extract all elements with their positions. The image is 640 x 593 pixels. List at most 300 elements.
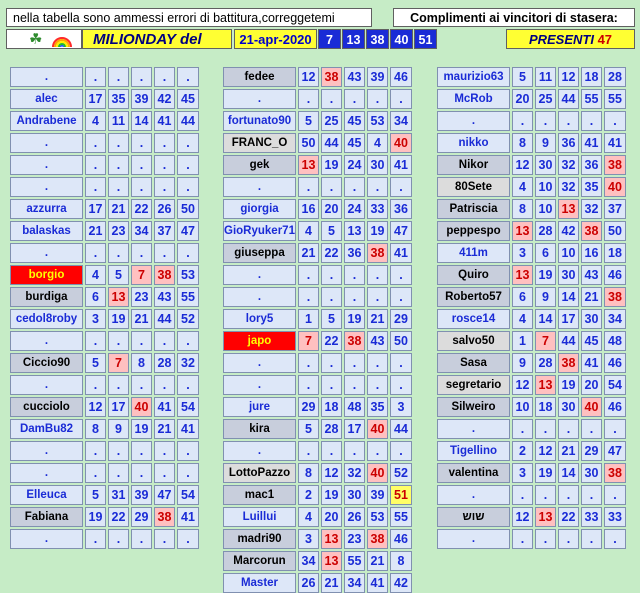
played-number: 41 <box>177 507 199 527</box>
played-number: 25 <box>321 111 342 131</box>
played-number: . <box>85 67 106 87</box>
played-number: 39 <box>131 89 152 109</box>
table-row <box>223 353 421 373</box>
played-number: . <box>367 353 388 373</box>
player-name: . <box>10 331 83 351</box>
played-number: . <box>85 331 106 351</box>
played-number: . <box>298 287 319 307</box>
played-number: 41 <box>581 133 602 153</box>
player-name: gek <box>223 155 296 175</box>
played-number: 55 <box>344 551 365 571</box>
played-number: 19 <box>558 375 579 395</box>
played-number: 24 <box>344 199 365 219</box>
played-number: 6 <box>85 287 106 307</box>
played-number: 14 <box>131 111 152 131</box>
played-number: . <box>344 375 365 395</box>
played-number: . <box>558 529 579 549</box>
played-number: 8 <box>512 199 533 219</box>
game-title: MILIONDAY del <box>82 29 232 49</box>
played-number: 35 <box>367 397 388 417</box>
played-number: . <box>154 331 175 351</box>
played-number: . <box>344 89 365 109</box>
played-number: 43 <box>154 287 175 307</box>
played-number: 20 <box>581 375 602 395</box>
played-number: 17 <box>108 397 129 417</box>
present-count-box <box>506 29 635 49</box>
played-number: . <box>344 287 365 307</box>
played-number: 4 <box>367 133 388 153</box>
played-number: . <box>108 441 129 461</box>
played-number: . <box>321 89 342 109</box>
played-number: 34 <box>298 551 319 571</box>
played-number: 5 <box>108 265 129 285</box>
played-number: 13 <box>298 155 319 175</box>
player-name: Fabiana <box>10 507 83 527</box>
played-number: . <box>108 331 129 351</box>
played-number: . <box>390 375 412 395</box>
table-row <box>223 419 421 439</box>
table-row <box>437 507 635 527</box>
table-row <box>437 485 635 505</box>
played-number: 1 <box>298 309 319 329</box>
played-number: 38 <box>154 507 175 527</box>
played-number: . <box>344 265 365 285</box>
played-number: 3 <box>390 397 412 417</box>
table-row <box>10 89 208 109</box>
player-name: Roberto57 <box>437 287 510 307</box>
played-number: . <box>298 89 319 109</box>
played-number: 38 <box>604 155 626 175</box>
played-number: 13 <box>535 375 556 395</box>
played-number: 20 <box>321 199 342 219</box>
played-number: 39 <box>131 485 152 505</box>
table-row <box>437 89 635 109</box>
table-row <box>10 507 208 527</box>
player-name: Marcorun <box>223 551 296 571</box>
played-number: . <box>85 463 106 483</box>
played-number: . <box>390 287 412 307</box>
table-row <box>223 199 421 219</box>
played-number: 55 <box>390 507 412 527</box>
player-name: japo <box>223 331 296 351</box>
played-number: 12 <box>535 441 556 461</box>
table-row <box>223 287 421 307</box>
played-number: 4 <box>512 177 533 197</box>
player-name: Silweiro <box>437 397 510 417</box>
played-number: 21 <box>581 287 602 307</box>
played-number: . <box>321 287 342 307</box>
played-number: 40 <box>390 133 412 153</box>
drawn-number: 7 <box>318 29 341 49</box>
player-name: kira <box>223 419 296 439</box>
played-number: 14 <box>535 309 556 329</box>
table-row <box>10 353 208 373</box>
played-number: 4 <box>512 309 533 329</box>
played-number: 14 <box>558 463 579 483</box>
played-number: . <box>85 375 106 395</box>
played-number: . <box>108 375 129 395</box>
played-number: 22 <box>558 507 579 527</box>
played-number: . <box>298 177 319 197</box>
table-row <box>437 287 635 307</box>
table-row <box>223 309 421 329</box>
played-number: 5 <box>85 353 106 373</box>
played-number: . <box>154 375 175 395</box>
played-number: 17 <box>85 89 106 109</box>
played-number: . <box>558 111 579 131</box>
played-number: 28 <box>604 67 626 87</box>
player-name: . <box>10 529 83 549</box>
played-number: 4 <box>85 111 106 131</box>
played-number: 22 <box>131 199 152 219</box>
played-number: 10 <box>535 199 556 219</box>
played-number: 55 <box>581 89 602 109</box>
player-name: . <box>223 177 296 197</box>
table-row <box>223 375 421 395</box>
played-number: . <box>367 265 388 285</box>
played-number: 41 <box>581 353 602 373</box>
played-number: 2 <box>298 485 319 505</box>
players-column-1 <box>10 67 208 549</box>
played-number: . <box>131 177 152 197</box>
played-number: 31 <box>108 485 129 505</box>
played-number: . <box>367 441 388 461</box>
player-name: שוש <box>437 507 510 527</box>
player-name: FRANC_O <box>223 133 296 153</box>
icons-box <box>6 29 82 49</box>
played-number: . <box>321 441 342 461</box>
table-row <box>437 419 635 439</box>
player-name: alec <box>10 89 83 109</box>
played-number: 47 <box>177 221 199 241</box>
played-number: 24 <box>344 155 365 175</box>
drawn-number: 51 <box>414 29 437 49</box>
played-number: . <box>177 243 199 263</box>
played-number: . <box>154 463 175 483</box>
played-number: 10 <box>512 397 533 417</box>
player-name: . <box>10 441 83 461</box>
played-number: 33 <box>367 199 388 219</box>
player-name: burdiga <box>10 287 83 307</box>
table-row <box>437 309 635 329</box>
played-number: 54 <box>177 397 199 417</box>
played-number: 41 <box>177 419 199 439</box>
played-number: . <box>177 133 199 153</box>
played-number: . <box>154 133 175 153</box>
played-number: 1 <box>512 331 533 351</box>
played-number: 43 <box>581 265 602 285</box>
played-number: . <box>321 265 342 285</box>
played-number: 48 <box>344 397 365 417</box>
table-row <box>223 177 421 197</box>
played-number: 52 <box>177 309 199 329</box>
played-number: . <box>535 529 556 549</box>
played-number: 36 <box>344 243 365 263</box>
table-row <box>10 155 208 175</box>
played-number: . <box>177 331 199 351</box>
played-number: . <box>581 529 602 549</box>
played-number: 34 <box>604 309 626 329</box>
played-number: . <box>390 89 412 109</box>
table-row <box>10 199 208 219</box>
played-number: . <box>581 111 602 131</box>
played-number: 41 <box>390 155 412 175</box>
played-number: . <box>344 177 365 197</box>
player-name: lory5 <box>223 309 296 329</box>
congratulations-banner: Complimenti ai vincitori di stasera: <box>393 8 635 27</box>
played-number: 45 <box>581 331 602 351</box>
played-number: . <box>390 441 412 461</box>
played-number: 19 <box>321 485 342 505</box>
player-name: Andrabene <box>10 111 83 131</box>
played-number: 50 <box>390 331 412 351</box>
played-number: 34 <box>390 111 412 131</box>
played-number: 45 <box>344 111 365 131</box>
played-number: 53 <box>367 111 388 131</box>
table-row <box>437 111 635 131</box>
table-row <box>10 441 208 461</box>
table-row <box>10 485 208 505</box>
played-number: . <box>154 441 175 461</box>
played-number: . <box>131 463 152 483</box>
played-number: 28 <box>535 353 556 373</box>
table-row <box>10 265 208 285</box>
played-number: 13 <box>512 265 533 285</box>
table-row <box>10 529 208 549</box>
played-number: 18 <box>604 243 626 263</box>
player-name: nikko <box>437 133 510 153</box>
table-row <box>223 397 421 417</box>
played-number: 40 <box>581 397 602 417</box>
played-number: 39 <box>367 67 388 87</box>
played-number: . <box>108 243 129 263</box>
played-number: 43 <box>367 331 388 351</box>
played-number: . <box>177 441 199 461</box>
played-number: 3 <box>512 243 533 263</box>
played-number: 36 <box>390 199 412 219</box>
played-number: 12 <box>298 67 319 87</box>
played-number: 5 <box>298 111 319 131</box>
played-number: 38 <box>604 287 626 307</box>
played-number: 13 <box>321 551 342 571</box>
table-row <box>223 529 421 549</box>
played-number: . <box>154 67 175 87</box>
played-number: 30 <box>558 265 579 285</box>
played-number: 4 <box>298 221 319 241</box>
present-count: 47 <box>597 32 613 47</box>
played-number: 35 <box>108 89 129 109</box>
table-row <box>10 309 208 329</box>
played-number: 17 <box>558 309 579 329</box>
player-name: . <box>437 419 510 439</box>
played-number: 50 <box>298 133 319 153</box>
player-name: LottoPazzo <box>223 463 296 483</box>
played-number: . <box>604 419 626 439</box>
played-number: . <box>85 243 106 263</box>
played-number: 23 <box>108 221 129 241</box>
player-name: McRob <box>437 89 510 109</box>
players-column-2 <box>223 67 421 593</box>
played-number: 5 <box>298 419 319 439</box>
played-number: 41 <box>367 573 388 593</box>
played-number: 53 <box>367 507 388 527</box>
table-row <box>437 243 635 263</box>
played-number: 39 <box>367 485 388 505</box>
played-number: 32 <box>177 353 199 373</box>
played-number: 6 <box>535 243 556 263</box>
played-number: 46 <box>390 67 412 87</box>
played-number: 21 <box>85 221 106 241</box>
table-row <box>223 155 421 175</box>
played-number: 18 <box>321 397 342 417</box>
played-number: 35 <box>581 177 602 197</box>
played-number: . <box>177 67 199 87</box>
played-number: . <box>512 419 533 439</box>
played-number: 16 <box>581 243 602 263</box>
played-number: 22 <box>108 507 129 527</box>
table-row <box>10 177 208 197</box>
played-number: 21 <box>321 573 342 593</box>
table-row <box>223 67 421 87</box>
played-number: 42 <box>390 573 412 593</box>
played-number: 7 <box>108 353 129 373</box>
played-number: 5 <box>321 221 342 241</box>
played-number: 41 <box>154 111 175 131</box>
played-number: 3 <box>85 309 106 329</box>
table-row <box>437 155 635 175</box>
played-number: 2 <box>512 441 533 461</box>
player-name: giorgia <box>223 199 296 219</box>
played-number: 5 <box>321 309 342 329</box>
table-row <box>10 397 208 417</box>
played-number: 40 <box>604 177 626 197</box>
played-number: 10 <box>558 243 579 263</box>
played-number: 45 <box>344 133 365 153</box>
played-number: . <box>298 441 319 461</box>
played-number: . <box>108 463 129 483</box>
played-number: . <box>298 353 319 373</box>
players-column-3 <box>437 67 635 549</box>
played-number: 28 <box>535 221 556 241</box>
table-row <box>223 89 421 109</box>
played-number: . <box>131 133 152 153</box>
played-number: . <box>367 177 388 197</box>
table-row <box>10 375 208 395</box>
played-number: . <box>131 67 152 87</box>
player-name: Tigellino <box>437 441 510 461</box>
player-name: Luillui <box>223 507 296 527</box>
table-row <box>437 331 635 351</box>
played-number: 29 <box>581 441 602 461</box>
played-number: . <box>535 111 556 131</box>
played-number: 53 <box>177 265 199 285</box>
played-number: 29 <box>390 309 412 329</box>
played-number: . <box>108 155 129 175</box>
player-name: cucciolo <box>10 397 83 417</box>
played-number: 12 <box>512 375 533 395</box>
played-number: 13 <box>558 199 579 219</box>
played-number: 54 <box>177 485 199 505</box>
played-number: . <box>131 529 152 549</box>
played-number: 13 <box>512 221 533 241</box>
played-number: 30 <box>558 397 579 417</box>
played-number: 32 <box>558 177 579 197</box>
played-number: . <box>177 529 199 549</box>
player-name: peppespo <box>437 221 510 241</box>
played-number: . <box>344 353 365 373</box>
player-name: . <box>10 133 83 153</box>
table-row <box>437 199 635 219</box>
played-number: 28 <box>154 353 175 373</box>
played-number: 21 <box>558 441 579 461</box>
played-number: 36 <box>558 133 579 153</box>
player-name: fortunato90 <box>223 111 296 131</box>
played-number: 38 <box>344 331 365 351</box>
played-number: 51 <box>390 485 412 505</box>
played-number: . <box>390 177 412 197</box>
player-name: . <box>437 485 510 505</box>
table-row <box>437 441 635 461</box>
played-number: . <box>85 177 106 197</box>
played-number: . <box>535 419 556 439</box>
player-name: cedol8roby <box>10 309 83 329</box>
played-number: 48 <box>604 331 626 351</box>
played-number: 21 <box>298 243 319 263</box>
table-row <box>10 243 208 263</box>
played-number: . <box>604 111 626 131</box>
player-name: . <box>437 529 510 549</box>
drawn-number: 38 <box>366 29 389 49</box>
player-name: Elleuca <box>10 485 83 505</box>
played-number: 6 <box>512 287 533 307</box>
table-row <box>223 441 421 461</box>
played-number: 42 <box>558 221 579 241</box>
player-name: 80Sete <box>437 177 510 197</box>
played-number: 12 <box>558 67 579 87</box>
draw-date: 21-apr-2020 <box>234 29 317 49</box>
played-number: 30 <box>581 463 602 483</box>
played-number: 3 <box>298 529 319 549</box>
played-number: . <box>367 287 388 307</box>
clover-icon: ☘ <box>29 31 43 48</box>
drawn-number: 13 <box>342 29 365 49</box>
played-number: 54 <box>604 375 626 395</box>
played-number: 41 <box>604 133 626 153</box>
played-number: 34 <box>344 573 365 593</box>
played-number: 12 <box>512 155 533 175</box>
player-name: balaskas <box>10 221 83 241</box>
played-number: 19 <box>321 155 342 175</box>
played-number: 13 <box>321 529 342 549</box>
table-row <box>223 551 421 571</box>
played-number: . <box>85 441 106 461</box>
played-number: 44 <box>321 133 342 153</box>
played-number: 17 <box>344 419 365 439</box>
player-name: 411m <box>437 243 510 263</box>
played-number: 8 <box>512 133 533 153</box>
played-number: 18 <box>581 67 602 87</box>
played-number: 50 <box>177 199 199 219</box>
played-number: 10 <box>535 177 556 197</box>
player-name: maurizio63 <box>437 67 510 87</box>
player-name: . <box>223 375 296 395</box>
player-name: Master <box>223 573 296 593</box>
table-row <box>223 133 421 153</box>
table-row <box>437 133 635 153</box>
played-number: 19 <box>535 463 556 483</box>
table-row <box>10 111 208 131</box>
played-number: . <box>131 243 152 263</box>
